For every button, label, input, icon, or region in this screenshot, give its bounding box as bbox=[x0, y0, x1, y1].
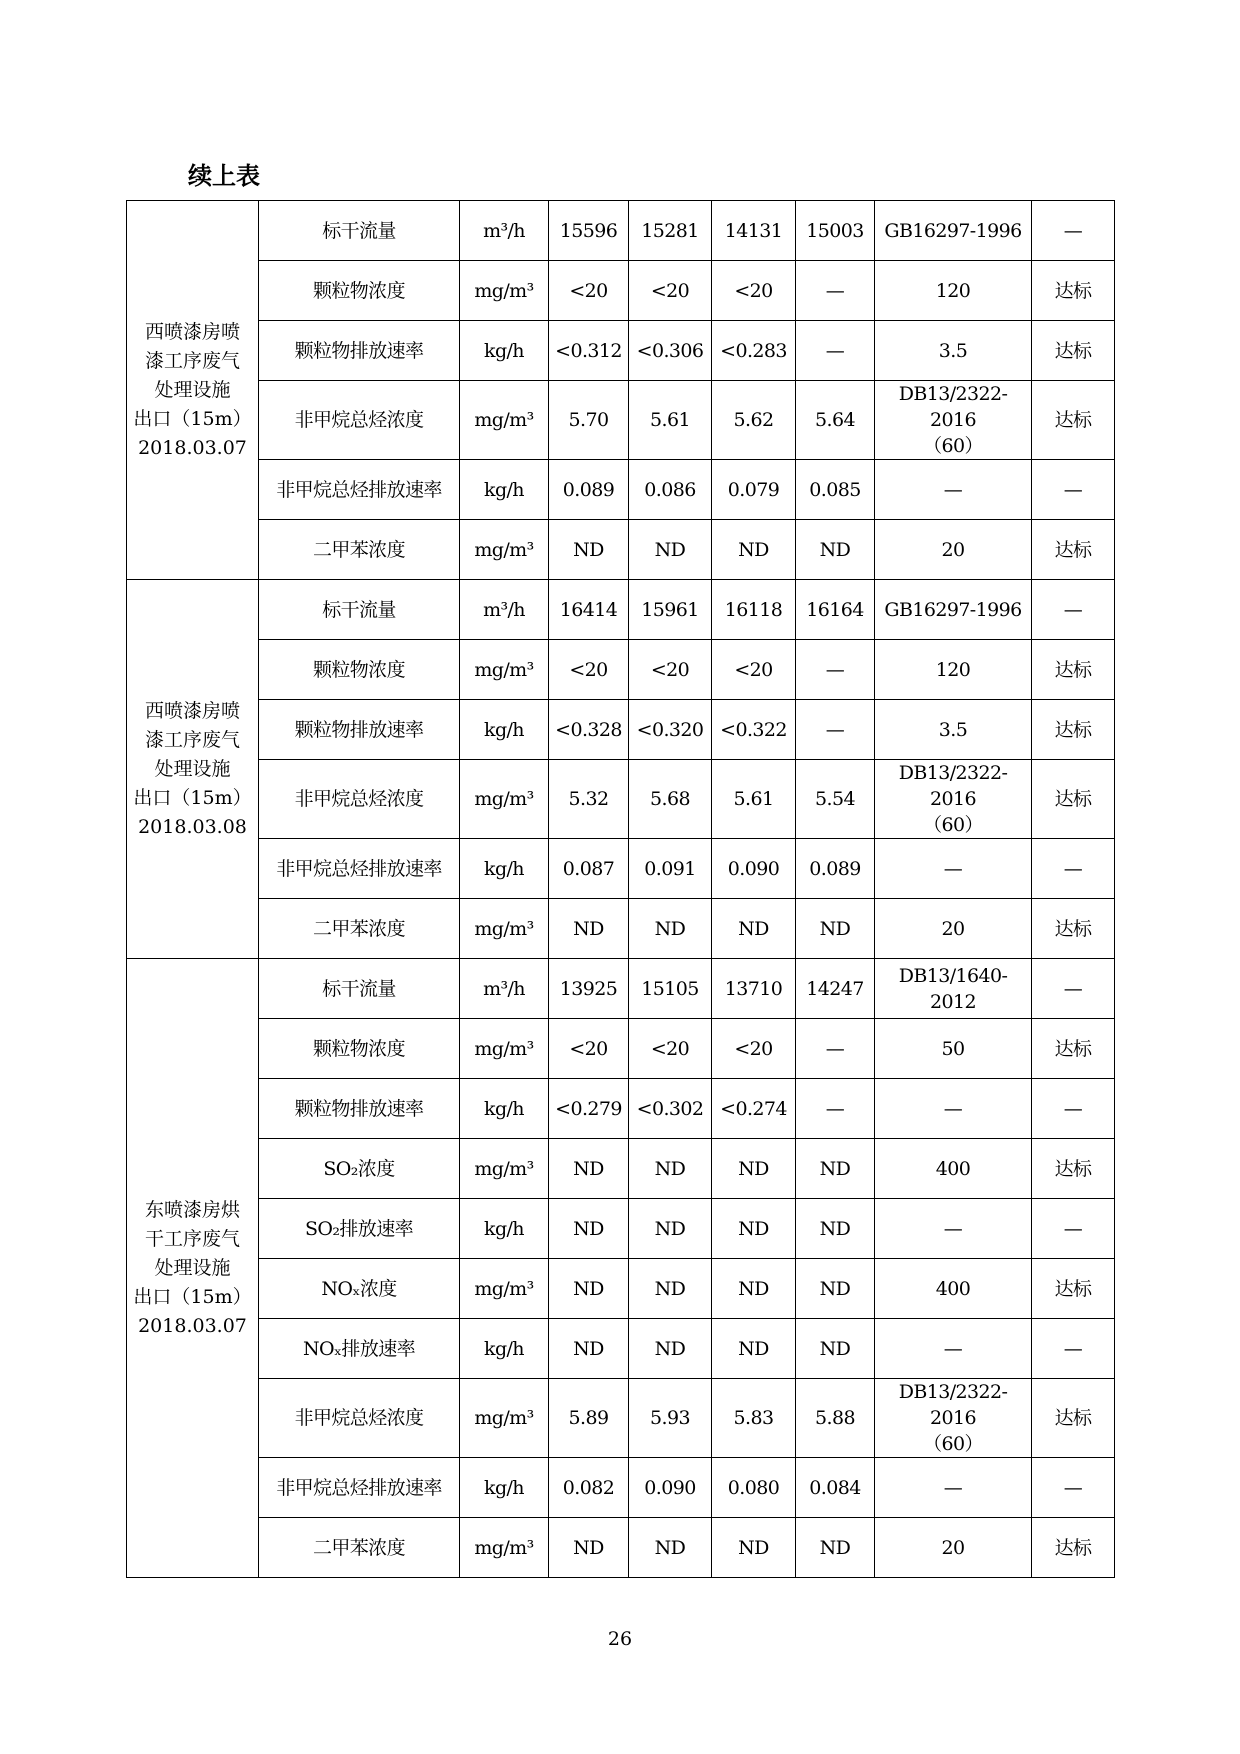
table-row bbox=[127, 1019, 1115, 1079]
result-cell: — bbox=[1032, 460, 1115, 520]
value-cell: ND bbox=[549, 1139, 629, 1199]
result-cell: 达标 bbox=[1032, 1139, 1115, 1199]
unit-cell: m³/h bbox=[460, 959, 549, 1019]
item-cell: 标干流量 bbox=[259, 580, 460, 640]
unit-cell: mg/m³ bbox=[460, 760, 549, 839]
value-cell: ND bbox=[796, 1518, 875, 1578]
value-cell: 0.086 bbox=[629, 460, 712, 520]
result-cell: 达标 bbox=[1032, 1019, 1115, 1079]
table-row bbox=[127, 520, 1115, 580]
standard-cell bbox=[875, 321, 1032, 381]
value-cell: — bbox=[796, 1019, 875, 1079]
location-line: 西喷漆房喷 bbox=[144, 320, 240, 343]
page-number: 26 bbox=[607, 1628, 633, 1650]
value-cell: ND bbox=[712, 1139, 796, 1199]
standard-line: DB13/2322-2016 bbox=[898, 383, 1008, 431]
table-row bbox=[127, 261, 1115, 321]
unit-cell: kg/h bbox=[460, 700, 549, 760]
item-cell: 非甲烷总烃浓度 bbox=[259, 381, 460, 460]
value-cell: 15105 bbox=[629, 959, 712, 1019]
standard-line: DB13/2322-2016 bbox=[898, 762, 1008, 810]
value-cell: <20 bbox=[629, 640, 712, 700]
result-cell: 达标 bbox=[1032, 520, 1115, 580]
value-cell: ND bbox=[549, 1259, 629, 1319]
standard-line: 3.5 bbox=[938, 718, 968, 741]
standard-line: 20 bbox=[941, 917, 965, 940]
value-cell: ND bbox=[712, 1259, 796, 1319]
value-cell: 5.83 bbox=[712, 1379, 796, 1458]
unit-cell: kg/h bbox=[460, 1199, 549, 1259]
value-cell: ND bbox=[629, 1319, 712, 1379]
item-cell: SO₂排放速率 bbox=[259, 1199, 460, 1259]
item-cell: NOₓ浓度 bbox=[259, 1259, 460, 1319]
standard-cell bbox=[875, 1199, 1032, 1259]
unit-cell: mg/m³ bbox=[460, 520, 549, 580]
standard-line: DB13/2322-2016 bbox=[898, 1381, 1008, 1429]
value-cell: <0.322 bbox=[712, 700, 796, 760]
value-cell: 5.64 bbox=[796, 381, 875, 460]
standard-cell bbox=[875, 700, 1032, 760]
item-cell: 非甲烷总烃排放速率 bbox=[259, 839, 460, 899]
item-cell: SO₂浓度 bbox=[259, 1139, 460, 1199]
unit-cell: mg/m³ bbox=[460, 1379, 549, 1458]
value-cell: <0.279 bbox=[549, 1079, 629, 1139]
item-cell: 二甲苯浓度 bbox=[259, 1518, 460, 1578]
unit-cell: mg/m³ bbox=[460, 261, 549, 321]
unit-cell: kg/h bbox=[460, 1319, 549, 1379]
value-cell: 0.079 bbox=[712, 460, 796, 520]
item-cell: 颗粒物排放速率 bbox=[259, 700, 460, 760]
table-body bbox=[127, 201, 1115, 1578]
standard-line: 20 bbox=[941, 538, 965, 561]
standard-line: 3.5 bbox=[938, 339, 968, 362]
value-cell: 16164 bbox=[796, 580, 875, 640]
table-row bbox=[127, 1518, 1115, 1578]
value-cell: <20 bbox=[629, 1019, 712, 1079]
standard-cell bbox=[875, 760, 1032, 839]
value-cell: — bbox=[796, 700, 875, 760]
result-cell: 达标 bbox=[1032, 640, 1115, 700]
standard-line: （60） bbox=[923, 814, 983, 836]
value-cell: 0.084 bbox=[796, 1458, 875, 1518]
result-cell: 达标 bbox=[1032, 700, 1115, 760]
item-cell: 二甲苯浓度 bbox=[259, 520, 460, 580]
location-line: 2018.03.07 bbox=[138, 436, 247, 459]
unit-cell: kg/h bbox=[460, 1079, 549, 1139]
standard-cell bbox=[875, 1379, 1032, 1458]
standard-line: 400 bbox=[935, 1277, 971, 1300]
table-row bbox=[127, 1199, 1115, 1259]
item-cell: 非甲烷总烃排放速率 bbox=[259, 1458, 460, 1518]
standard-cell bbox=[875, 959, 1032, 1019]
unit-cell: mg/m³ bbox=[460, 1518, 549, 1578]
value-cell: 0.090 bbox=[629, 1458, 712, 1518]
value-cell: <20 bbox=[629, 261, 712, 321]
standard-cell bbox=[875, 381, 1032, 460]
standard-cell bbox=[875, 1518, 1032, 1578]
result-cell: — bbox=[1032, 1319, 1115, 1379]
unit-cell: mg/m³ bbox=[460, 899, 549, 959]
value-cell: ND bbox=[549, 1518, 629, 1578]
value-cell: 0.087 bbox=[549, 839, 629, 899]
result-cell: 达标 bbox=[1032, 899, 1115, 959]
item-cell: 非甲烷总烃浓度 bbox=[259, 760, 460, 839]
result-cell: 达标 bbox=[1032, 760, 1115, 839]
standard-line: — bbox=[943, 478, 963, 501]
value-cell: 5.54 bbox=[796, 760, 875, 839]
standard-line: 120 bbox=[935, 658, 971, 681]
value-cell: <0.312 bbox=[549, 321, 629, 381]
value-cell: ND bbox=[796, 1319, 875, 1379]
standard-cell bbox=[875, 460, 1032, 520]
item-cell: 二甲苯浓度 bbox=[259, 899, 460, 959]
location-cell bbox=[127, 201, 259, 580]
value-cell: 13925 bbox=[549, 959, 629, 1019]
table-row bbox=[127, 640, 1115, 700]
standard-line: — bbox=[943, 1097, 963, 1120]
value-cell: <20 bbox=[549, 640, 629, 700]
value-cell: 13710 bbox=[712, 959, 796, 1019]
value-cell: 5.61 bbox=[712, 760, 796, 839]
value-cell: ND bbox=[629, 1518, 712, 1578]
unit-cell: kg/h bbox=[460, 321, 549, 381]
standard-line: — bbox=[943, 1476, 963, 1499]
value-cell: ND bbox=[629, 1259, 712, 1319]
unit-cell: kg/h bbox=[460, 460, 549, 520]
standard-line: 120 bbox=[935, 279, 971, 302]
value-cell: ND bbox=[712, 520, 796, 580]
result-cell: — bbox=[1032, 201, 1115, 261]
standard-cell bbox=[875, 1019, 1032, 1079]
item-cell: 颗粒物排放速率 bbox=[259, 321, 460, 381]
value-cell: ND bbox=[796, 899, 875, 959]
unit-cell: mg/m³ bbox=[460, 1259, 549, 1319]
location-line: 出口（15m） bbox=[133, 786, 252, 809]
result-cell: — bbox=[1032, 580, 1115, 640]
table-row bbox=[127, 1379, 1115, 1458]
value-cell: 5.68 bbox=[629, 760, 712, 839]
table-row bbox=[127, 1079, 1115, 1139]
value-cell: ND bbox=[629, 1139, 712, 1199]
location-line: 西喷漆房喷 bbox=[144, 699, 240, 722]
value-cell: 5.93 bbox=[629, 1379, 712, 1458]
value-cell: ND bbox=[712, 1518, 796, 1578]
result-cell: — bbox=[1032, 1458, 1115, 1518]
value-cell: <20 bbox=[549, 261, 629, 321]
table-row bbox=[127, 1319, 1115, 1379]
value-cell: 14131 bbox=[712, 201, 796, 261]
location-line: 干工序废气 bbox=[144, 1227, 240, 1250]
value-cell: ND bbox=[796, 1199, 875, 1259]
value-cell: ND bbox=[549, 520, 629, 580]
location-line: 处理设施 bbox=[154, 1256, 231, 1279]
value-cell: <0.306 bbox=[629, 321, 712, 381]
standard-cell bbox=[875, 1079, 1032, 1139]
unit-cell: mg/m³ bbox=[460, 381, 549, 460]
table-row bbox=[127, 580, 1115, 640]
table-row bbox=[127, 1139, 1115, 1199]
item-cell: 颗粒物浓度 bbox=[259, 640, 460, 700]
standard-cell bbox=[875, 520, 1032, 580]
value-cell: 0.085 bbox=[796, 460, 875, 520]
location-line: 2018.03.08 bbox=[138, 815, 247, 838]
standard-line: DB13/1640-2012 bbox=[898, 964, 1008, 1013]
value-cell: ND bbox=[549, 1319, 629, 1379]
item-cell: 非甲烷总烃排放速率 bbox=[259, 460, 460, 520]
item-cell: 非甲烷总烃浓度 bbox=[259, 1379, 460, 1458]
result-cell: 达标 bbox=[1032, 1379, 1115, 1458]
value-cell: ND bbox=[629, 899, 712, 959]
standard-cell bbox=[875, 1259, 1032, 1319]
unit-cell: mg/m³ bbox=[460, 640, 549, 700]
value-cell: ND bbox=[796, 1139, 875, 1199]
item-cell: 颗粒物排放速率 bbox=[259, 1079, 460, 1139]
location-cell bbox=[127, 580, 259, 959]
value-cell: ND bbox=[712, 899, 796, 959]
location-line: 东喷漆房烘 bbox=[144, 1198, 240, 1221]
location-line: 处理设施 bbox=[154, 378, 231, 401]
value-cell: ND bbox=[549, 899, 629, 959]
unit-cell: mg/m³ bbox=[460, 1019, 549, 1079]
table-row bbox=[127, 321, 1115, 381]
value-cell: — bbox=[796, 261, 875, 321]
value-cell: 0.089 bbox=[549, 460, 629, 520]
value-cell: <0.328 bbox=[549, 700, 629, 760]
value-cell: <0.320 bbox=[629, 700, 712, 760]
standard-line: 20 bbox=[941, 1536, 965, 1559]
standard-cell bbox=[875, 1139, 1032, 1199]
value-cell: 16414 bbox=[549, 580, 629, 640]
value-cell: 5.70 bbox=[549, 381, 629, 460]
value-cell: — bbox=[796, 1079, 875, 1139]
standard-cell bbox=[875, 580, 1032, 640]
result-cell: — bbox=[1032, 839, 1115, 899]
table-row bbox=[127, 460, 1115, 520]
table-row bbox=[127, 700, 1115, 760]
value-cell: ND bbox=[629, 1199, 712, 1259]
result-cell: 达标 bbox=[1032, 1518, 1115, 1578]
standard-cell bbox=[875, 640, 1032, 700]
location-line: 漆工序废气 bbox=[144, 728, 240, 751]
value-cell: <20 bbox=[712, 261, 796, 321]
location-cell bbox=[127, 959, 259, 1578]
standard-line: GB16297-1996 bbox=[884, 598, 1022, 621]
value-cell: ND bbox=[629, 520, 712, 580]
unit-cell: mg/m³ bbox=[460, 1139, 549, 1199]
location-line: 出口（15m） bbox=[133, 1285, 252, 1308]
value-cell: ND bbox=[549, 1199, 629, 1259]
value-cell: <0.283 bbox=[712, 321, 796, 381]
location-line: 处理设施 bbox=[154, 757, 231, 780]
value-cell: 5.32 bbox=[549, 760, 629, 839]
value-cell: 15003 bbox=[796, 201, 875, 261]
table-row bbox=[127, 1458, 1115, 1518]
result-cell: — bbox=[1032, 959, 1115, 1019]
value-cell: <0.274 bbox=[712, 1079, 796, 1139]
result-cell: 达标 bbox=[1032, 381, 1115, 460]
standard-line: 50 bbox=[941, 1037, 965, 1060]
table-row bbox=[127, 839, 1115, 899]
item-cell: 颗粒物浓度 bbox=[259, 1019, 460, 1079]
value-cell: 15596 bbox=[549, 201, 629, 261]
unit-cell: kg/h bbox=[460, 839, 549, 899]
value-cell: 5.89 bbox=[549, 1379, 629, 1458]
standard-cell bbox=[875, 1319, 1032, 1379]
value-cell: 0.091 bbox=[629, 839, 712, 899]
result-cell: — bbox=[1032, 1199, 1115, 1259]
item-cell: NOₓ排放速率 bbox=[259, 1319, 460, 1379]
standard-line: GB16297-1996 bbox=[884, 219, 1022, 242]
value-cell: 0.089 bbox=[796, 839, 875, 899]
result-cell: 达标 bbox=[1032, 321, 1115, 381]
standard-cell bbox=[875, 201, 1032, 261]
value-cell: ND bbox=[796, 1259, 875, 1319]
value-cell: 5.61 bbox=[629, 381, 712, 460]
location-line: 漆工序废气 bbox=[144, 349, 240, 372]
table-row bbox=[127, 760, 1115, 839]
standard-line: 400 bbox=[935, 1157, 971, 1180]
table-row bbox=[127, 1259, 1115, 1319]
unit-cell: kg/h bbox=[460, 1458, 549, 1518]
standard-line: （60） bbox=[923, 435, 983, 457]
unit-cell: m³/h bbox=[460, 201, 549, 261]
value-cell: 5.88 bbox=[796, 1379, 875, 1458]
value-cell: <20 bbox=[549, 1019, 629, 1079]
table-row bbox=[127, 959, 1115, 1019]
value-cell: 0.080 bbox=[712, 1458, 796, 1518]
value-cell: ND bbox=[712, 1319, 796, 1379]
value-cell: 14247 bbox=[796, 959, 875, 1019]
standard-line: （60） bbox=[923, 1433, 983, 1455]
standard-line: — bbox=[943, 1217, 963, 1240]
standard-cell bbox=[875, 899, 1032, 959]
standard-cell bbox=[875, 261, 1032, 321]
value-cell: — bbox=[796, 321, 875, 381]
monitoring-results-table bbox=[126, 200, 1115, 1578]
result-cell: 达标 bbox=[1032, 261, 1115, 321]
standard-line: — bbox=[943, 857, 963, 880]
value-cell: 15281 bbox=[629, 201, 712, 261]
value-cell: 0.090 bbox=[712, 839, 796, 899]
standard-cell bbox=[875, 1458, 1032, 1518]
result-cell: 达标 bbox=[1032, 1259, 1115, 1319]
page-heading: 续上表 bbox=[188, 162, 260, 190]
value-cell: 15961 bbox=[629, 580, 712, 640]
value-cell: 5.62 bbox=[712, 381, 796, 460]
value-cell: <0.302 bbox=[629, 1079, 712, 1139]
table-row bbox=[127, 899, 1115, 959]
location-line: 出口（15m） bbox=[133, 407, 252, 430]
table-row bbox=[127, 201, 1115, 261]
unit-cell: m³/h bbox=[460, 580, 549, 640]
value-cell: ND bbox=[796, 520, 875, 580]
value-cell: <20 bbox=[712, 640, 796, 700]
standard-line: — bbox=[943, 1337, 963, 1360]
item-cell: 标干流量 bbox=[259, 201, 460, 261]
item-cell: 标干流量 bbox=[259, 959, 460, 1019]
location-line: 2018.03.07 bbox=[138, 1314, 247, 1337]
value-cell: — bbox=[796, 640, 875, 700]
standard-cell bbox=[875, 839, 1032, 899]
value-cell: 16118 bbox=[712, 580, 796, 640]
item-cell: 颗粒物浓度 bbox=[259, 261, 460, 321]
table-row bbox=[127, 381, 1115, 460]
value-cell: 0.082 bbox=[549, 1458, 629, 1518]
result-cell: — bbox=[1032, 1079, 1115, 1139]
value-cell: ND bbox=[712, 1199, 796, 1259]
value-cell: <20 bbox=[712, 1019, 796, 1079]
